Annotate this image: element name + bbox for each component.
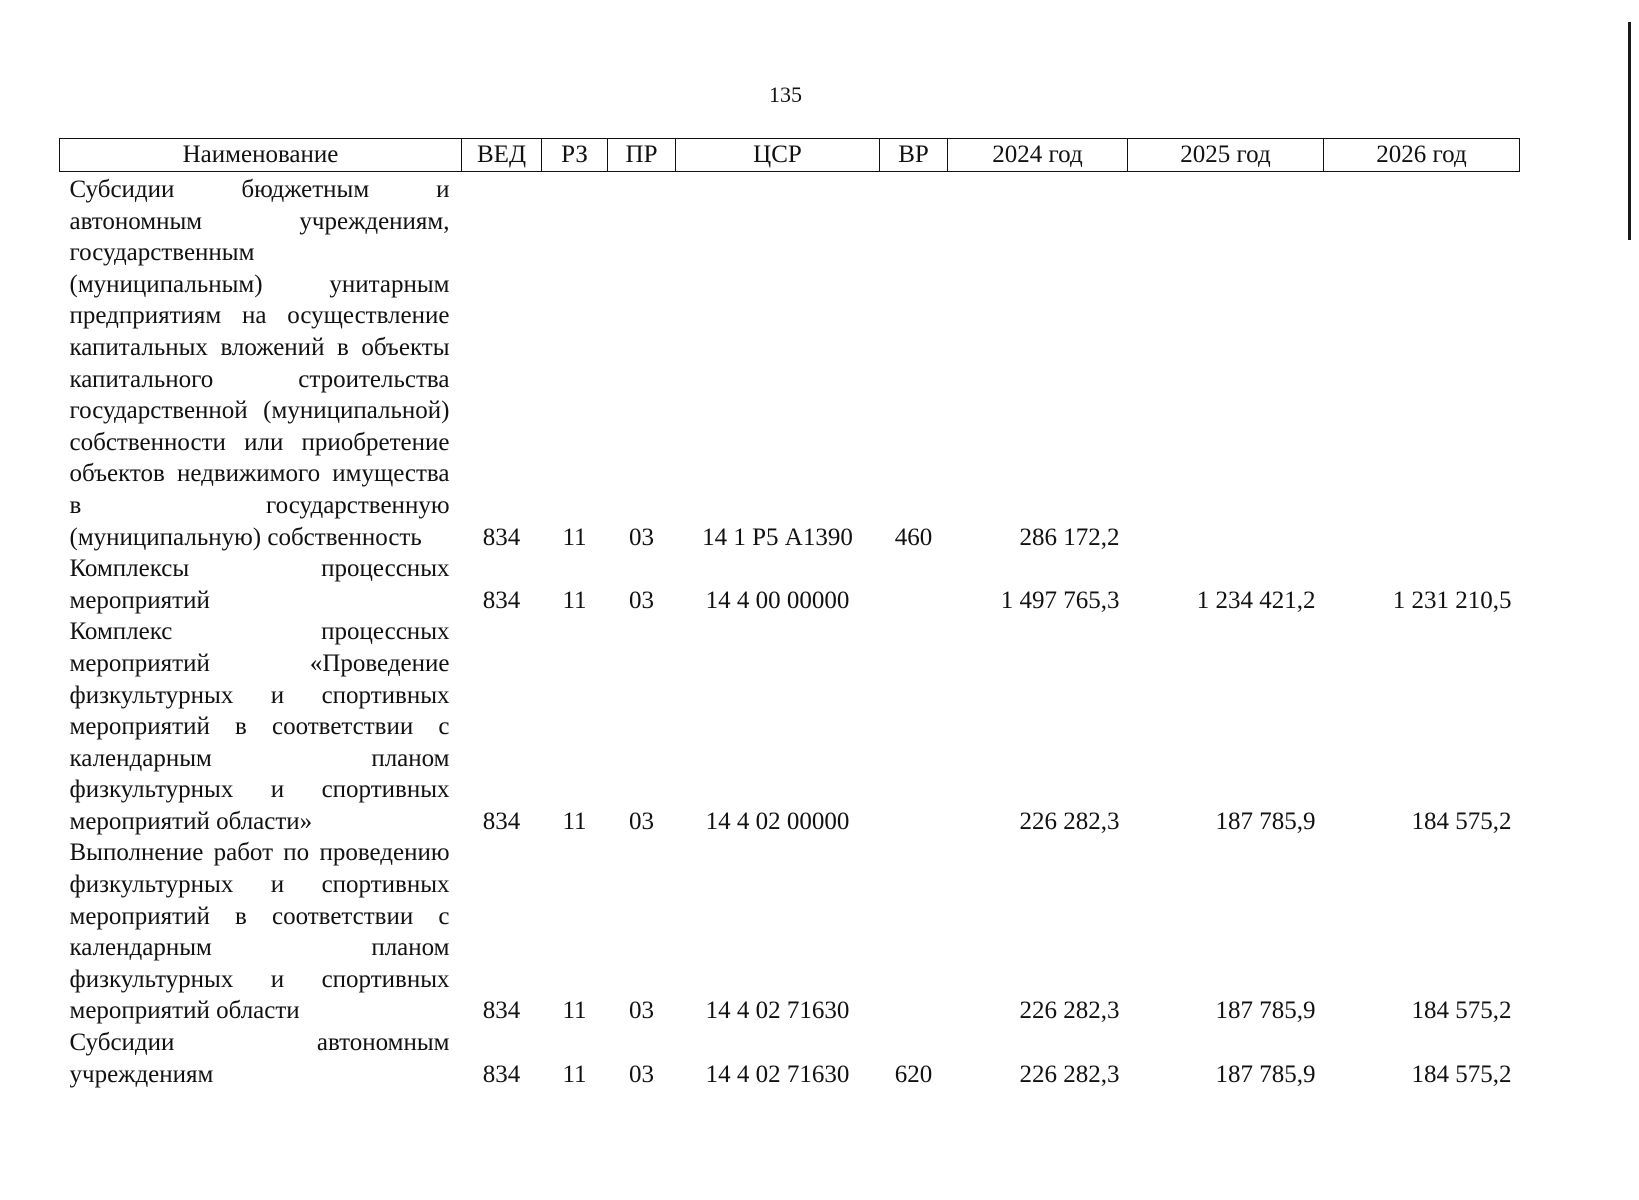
header-rz: РЗ bbox=[542, 139, 608, 172]
row-pr: 03 bbox=[629, 586, 654, 614]
row-rz: 11 bbox=[562, 807, 587, 835]
row-name: Субсидии бюджетным и автономным учреждениям, государственным (муниципальным) унитарным предприятиям на осуществление капитальных вложений в объекты капитального строительства государственной (муниципальной) собственности или приобретение объектов недвижимого имущества в государственную (муниципальную) собственность bbox=[69, 176, 450, 551]
row-rz: 11 bbox=[562, 997, 587, 1025]
row-vr: 460 bbox=[894, 523, 933, 551]
row-2025: 187 785,9 bbox=[1215, 807, 1316, 835]
header-pr: ПР bbox=[608, 139, 676, 172]
row-name: Комплекс процессных мероприятий «Проведение физкультурных и спортивных мероприятий в соответствии с календарным планом физкультурных и спортивных мероприятий области» bbox=[69, 618, 450, 835]
row-vr: 620 bbox=[894, 1060, 933, 1088]
row-pr: 03 bbox=[629, 807, 654, 835]
row-2025 bbox=[1128, 174, 1324, 553]
row-csr: 14 1 Р5 А1390 bbox=[702, 523, 853, 551]
header-name: Наименование bbox=[60, 139, 462, 172]
row-ved: 834 bbox=[482, 997, 521, 1025]
row-2025: 1 234 421,2 bbox=[1196, 586, 1316, 614]
row-csr: 14 4 00 00000 bbox=[705, 586, 850, 614]
row-csr: 14 4 02 00000 bbox=[705, 807, 850, 835]
row-csr: 14 4 02 71630 bbox=[705, 997, 850, 1025]
row-vr bbox=[880, 616, 948, 837]
row-2024: 286 172,2 bbox=[1019, 523, 1120, 551]
row-ved: 834 bbox=[482, 807, 521, 835]
header-row bbox=[60, 139, 1520, 172]
row-vr bbox=[880, 837, 948, 1027]
table-row bbox=[60, 837, 1520, 1027]
header-2026: 2026 год bbox=[1324, 139, 1520, 172]
row-pr: 03 bbox=[629, 997, 654, 1025]
row-2026 bbox=[1324, 174, 1520, 553]
row-2026: 184 575,2 bbox=[1411, 997, 1512, 1025]
row-2026: 184 575,2 bbox=[1411, 807, 1512, 835]
row-2024: 226 282,3 bbox=[1019, 997, 1120, 1025]
row-ved: 834 bbox=[482, 586, 521, 614]
row-rz: 11 bbox=[562, 586, 587, 614]
row-pr: 03 bbox=[629, 523, 654, 551]
table-row bbox=[60, 1027, 1520, 1090]
row-vr bbox=[880, 553, 948, 616]
row-2026: 184 575,2 bbox=[1411, 1060, 1512, 1088]
header-vr: ВР bbox=[880, 139, 948, 172]
table-row bbox=[60, 174, 1520, 553]
row-ved: 834 bbox=[482, 1060, 521, 1088]
page-number: 135 bbox=[769, 82, 802, 107]
row-2024: 1 497 765,3 bbox=[1000, 586, 1120, 614]
row-2024: 226 282,3 bbox=[1019, 1060, 1120, 1088]
header-csr: ЦСР bbox=[676, 139, 880, 172]
row-name: Субсидии автономным учреждениям bbox=[69, 1029, 450, 1088]
header-2025: 2025 год bbox=[1128, 139, 1324, 172]
row-rz: 11 bbox=[562, 523, 587, 551]
row-2024: 226 282,3 bbox=[1019, 807, 1120, 835]
row-name: Выполнение работ по проведению физкультурных и спортивных мероприятий в соответствии с календарным планом физкультурных и спортивных мероприятий области bbox=[69, 839, 450, 1025]
row-2026: 1 231 210,5 bbox=[1392, 586, 1512, 614]
row-2025: 187 785,9 bbox=[1215, 1060, 1316, 1088]
table-row bbox=[60, 616, 1520, 837]
budget-table bbox=[59, 138, 1520, 1090]
header-ved: ВЕД bbox=[462, 139, 542, 172]
scan-edge-mark bbox=[1628, 22, 1631, 240]
table-row bbox=[60, 553, 1520, 616]
row-2025: 187 785,9 bbox=[1215, 997, 1316, 1025]
row-csr: 14 4 02 71630 bbox=[705, 1060, 850, 1088]
row-pr: 03 bbox=[629, 1060, 654, 1088]
header-2024: 2024 год bbox=[948, 139, 1128, 172]
row-ved: 834 bbox=[482, 523, 521, 551]
row-rz: 11 bbox=[562, 1060, 587, 1088]
row-name: Комплексы процессных мероприятий bbox=[69, 555, 450, 614]
